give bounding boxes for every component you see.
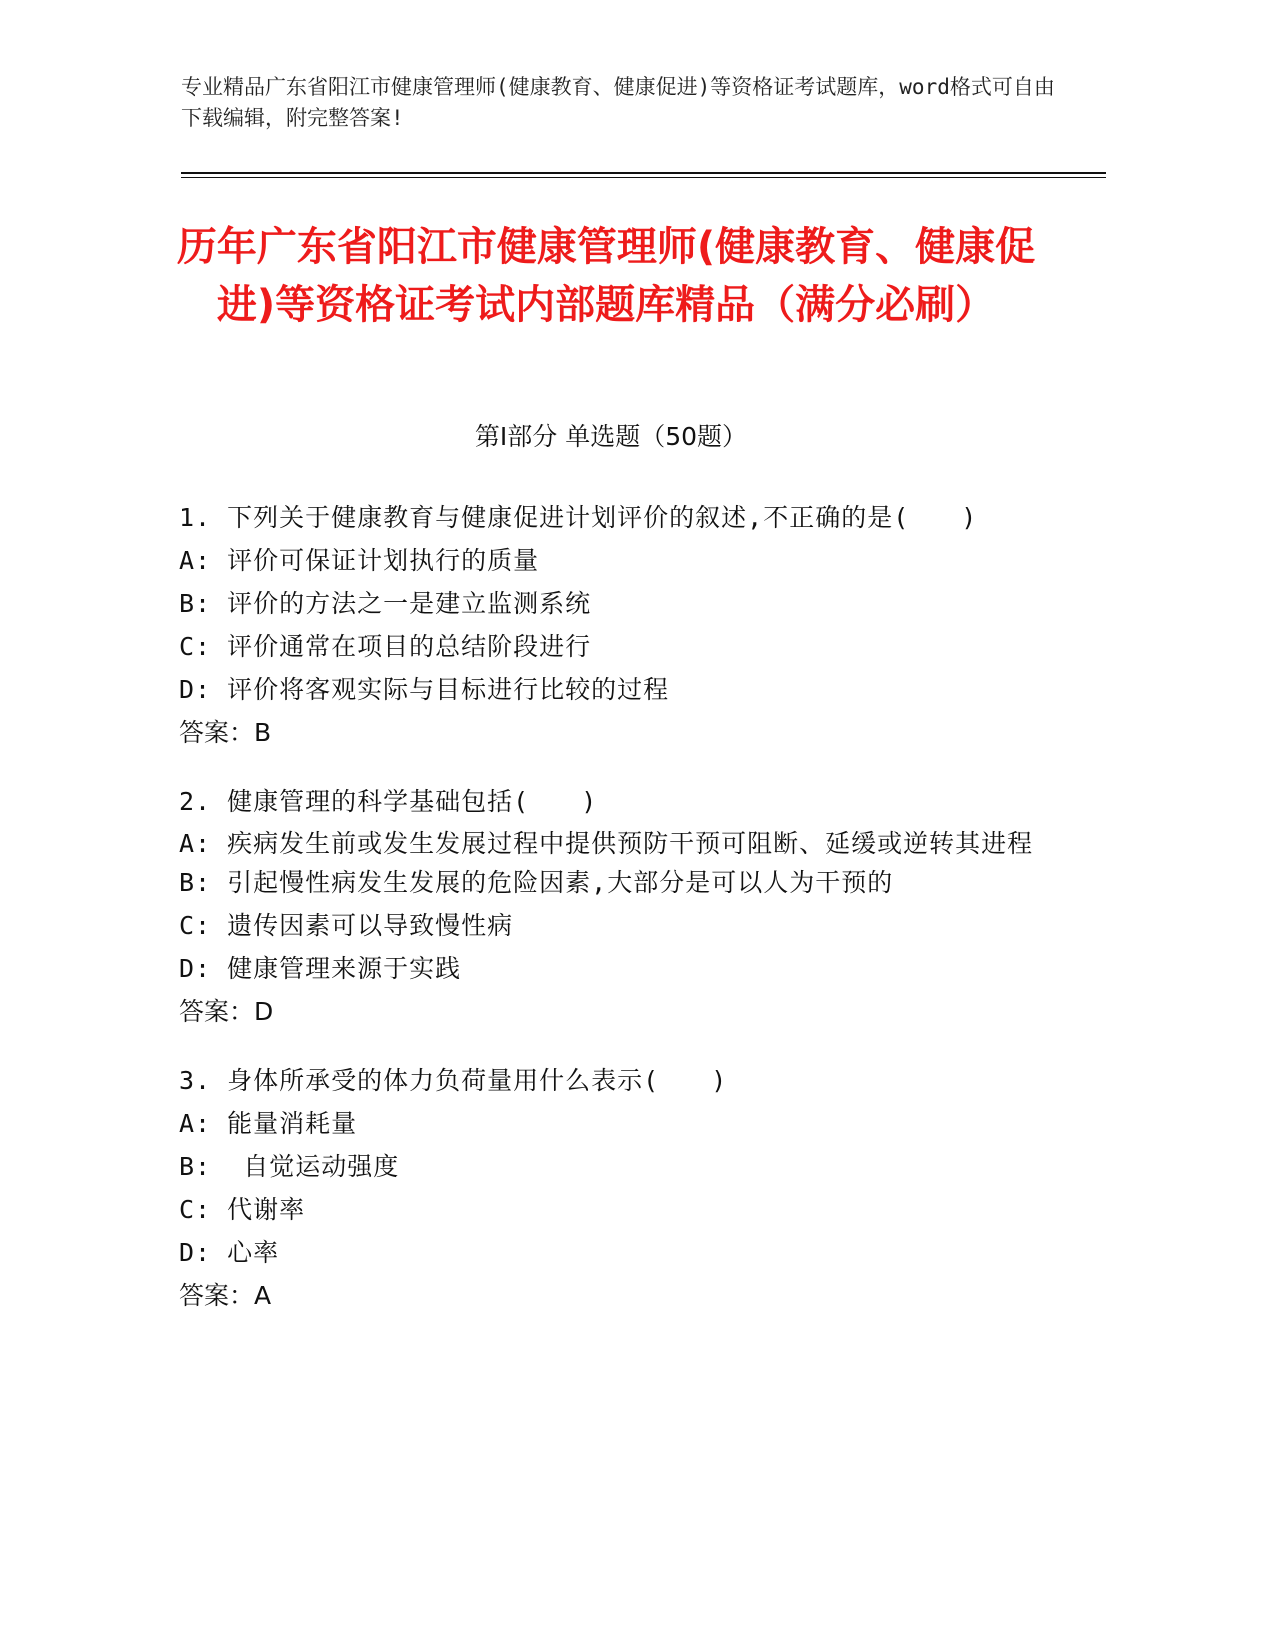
document-title: 历年广东省阳江市健康管理师(健康教育、健康促进)等资格证考试内部题库精品（满分必刷） [176,224,1036,328]
option-b: B: 引起慢性病发生发展的危险因素,大部分是可以人为干预的 [179,868,894,897]
question-1 [179,502,1039,748]
option-c: C: 代谢率 [179,1195,306,1224]
option-b: B: 自觉运动强度 [179,1152,400,1181]
question-list [179,502,1039,1349]
option-a: A: 评价可保证计划执行的质量 [179,546,540,575]
header-divider-thin [181,177,1106,178]
option-c: C: 遗传因素可以导致慢性病 [179,911,514,940]
question-3 [179,1065,1039,1311]
answer: 答案：A [179,1281,272,1310]
option-d: D: 心率 [179,1238,280,1267]
question-2 [179,786,1039,1027]
option-b: B: 评价的方法之一是建立监测系统 [179,589,592,618]
answer: 答案：D [179,997,274,1026]
option-a: A: 能量消耗量 [179,1109,358,1138]
section-heading: 第Ⅰ部分 单选题（50题） [474,422,748,451]
option-a: A: 疾病发生前或发生发展过程中提供预防干预可阻断、延缓或逆转其进程 [179,829,1034,858]
option-c: C: 评价通常在项目的总结阶段进行 [179,632,592,661]
question-stem: 3. 身体所承受的体力负荷量用什么表示( ) [179,1066,728,1095]
option-d: D: 健康管理来源于实践 [179,954,462,983]
header-divider-thick [181,172,1106,174]
question-stem: 2. 健康管理的科学基础包括( ) [179,787,598,816]
header-note: 专业精品广东省阳江市健康管理师(健康教育、健康促进)等资格证考试题库，word格式可自由下载编辑，附完整答案! [181,75,1055,130]
question-stem: 1. 下列关于健康教育与健康促进计划评价的叙述,不正确的是( ) [179,503,978,532]
option-d: D: 评价将客观实际与目标进行比较的过程 [179,675,670,704]
answer: 答案：B [179,718,272,747]
